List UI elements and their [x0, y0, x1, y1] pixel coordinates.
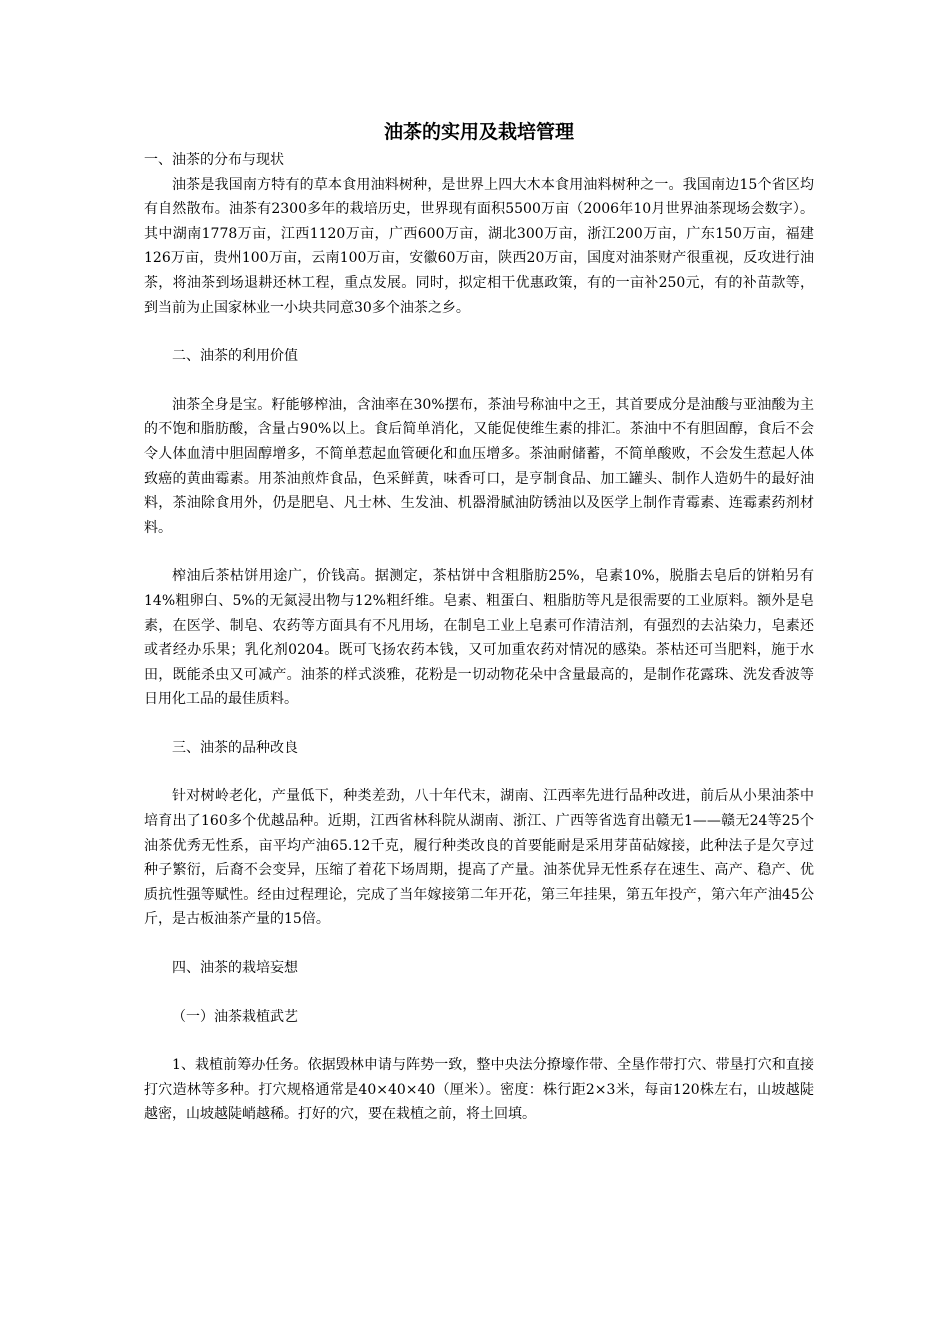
spacer	[144, 981, 814, 1005]
section-heading-cultivation: 四、油茶的栽培妄想	[172, 960, 298, 977]
spacer	[144, 932, 814, 956]
spacer	[144, 1029, 814, 1053]
spacer	[144, 540, 814, 564]
paragraph-distribution: 油茶是我国南方特有的草本食用油料树种，是世界上四大木本食用油料树种之一。我国南边15个省区均有自然散布。油茶有2300多年的栽培历史，世界现有面积5500万亩（2006年10月世界油茶现场会数字）。其中湖南1778万亩，江西1120万亩，广西600万亩，湖北300万亩，浙江200万亩，广东150万亩，福建126万亩，贵州100万亩，云南100万亩，安徽60万亩，陕西20万亩，国度对油茶财产很重视，反攻进行油茶，将油茶到场退耕还林工程，重点发展。同时，拟定相干优惠政策，有的一亩补250元，有的补苗款等，到当前为止国家林业一小块共同意30多个油茶之乡。	[144, 176, 814, 316]
spacer	[144, 320, 814, 344]
spacer	[144, 712, 814, 736]
section-heading-improvement: 三、油茶的品种改良	[172, 739, 298, 756]
section-heading-distribution: 一、油茶的分布与现状	[144, 152, 284, 168]
section-heading-value: 二、油茶的利用价值	[172, 348, 298, 365]
document-page	[144, 118, 814, 1127]
paragraph-value-2: 榨油后茶枯饼用途广，价钱高。据测定，茶枯饼中含粗脂肪25%，皂素10%，脱脂去皂后的饼粕另有14%粗卵白、5%的无氮浸出物与12%粗纤维。皂素、粗蛋白、粗脂肪等凡是很需要的工业原料。额外是皂素，在医学、制皂、农药等方面具有不凡用场，在制皂工业上皂素可作清洁剂，有强烈的去沾染力，皂素还或者经办乐果；乳化剂0204。既可飞扬农药本钱，又可加重农药对情况的感染。茶枯还可当肥料，施于水田，既能杀虫又可减产。油茶的样式淡雅，花粉是一切动物花朵中含量最高的，是制作花露珠、洗发香波等日用化工品的最佳质料。	[144, 568, 814, 708]
paragraph-improvement: 针对树岭老化，产量低下，种类差劲，八十年代末，湖南、江西率先进行品种改进，前后从小果油茶中培育出了160多个优越品种。近期，江西省林科院从湖南、浙江、广西等省选育出赣无1——赣无24等25个油茶优秀无性系，亩平均产油65.12千克，履行种类改良的首要能耐是采用芽苗砧嫁接，此种法子是欠亨过种子繁衍，后裔不会变异，压缩了着花下场周期，提高了产量。油茶优异无性系存在速生、高产、稳产、优质抗性强等赋性。经由过程理论，完成了当年嫁接第二年开花，第三年挂果，第五年投产，第六年产油45公斤，是古板油茶产量的15倍。	[144, 788, 814, 928]
paragraph-value-1: 油茶全身是宝。籽能够榨油，含油率在30%摆布，茶油号称油中之王，其首要成分是油酸与亚油酸为主的不饱和脂肪酸，含量占90%以上。食后简单消化，又能促使维生素的排汇。茶油中不有胆固醇，食后不会令人体血清中胆固醇增多，不简单惹起血管硬化和血压增多。茶油耐储蓄，不简单酸败，不会发生惹起人体致癌的黄曲霉素。用茶油煎炸食品，色采鲜黄，味香可口，是亨制食品、加工罐头、制作人造奶牛的最好油料，茶油除食用外，仍是肥皂、凡士林、生发油、机器滑腻油防锈油以及医学上制作青霉素、连霉素药剂材料。	[144, 396, 814, 536]
spacer	[144, 760, 814, 784]
paragraph-preparation: 1、栽植前筹办任务。依据毁林申请与阵势一致，整中央法分撩壕作带、全垦作带打穴、带垦打穴和直接打穴造林等多种。打穴规格通常是40×40×40（厘米）。密度：株行距2×3米，每亩120株左右，山坡越陡越密，山坡越陡峭越稀。打好的穴，要在栽植之前，将土回填。	[144, 1057, 814, 1123]
spacer	[144, 369, 814, 393]
document-title: 油茶的实用及栽培管理	[383, 121, 574, 143]
subsection-heading-techniques: （一）油茶栽植武艺	[172, 1008, 298, 1025]
